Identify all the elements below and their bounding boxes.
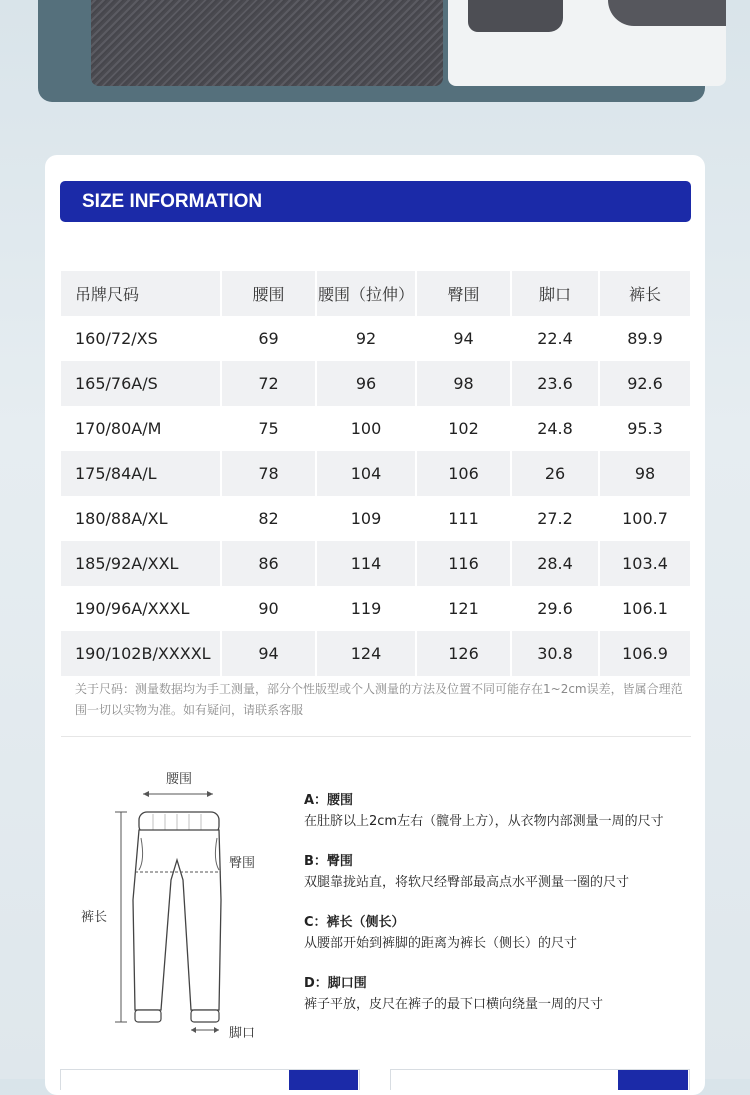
description-text: 双腿靠拢站直，将软尺经臀部最高点水平测量一圈的尺寸 <box>304 875 630 890</box>
cell-hip: 98 <box>416 361 511 406</box>
cell-length: 95.3 <box>599 406 691 451</box>
description-text: 在肚脐以上2cm左右（髋骨上方），从衣物内部测量一周的尺寸 <box>304 814 664 829</box>
cell-hem: 23.6 <box>511 361 599 406</box>
cell-hem: 28.4 <box>511 541 599 586</box>
pants-measurement-diagram <box>73 760 313 1045</box>
cell-waist-stretch: 92 <box>316 316 416 361</box>
cell-size: 170/80A/M <box>61 406 221 451</box>
bottom-blue-tab <box>618 1070 688 1090</box>
pants-outline-icon <box>73 760 313 1045</box>
cell-waist: 86 <box>221 541 316 586</box>
cell-hem: 29.6 <box>511 586 599 631</box>
cell-hip: 116 <box>416 541 511 586</box>
table-header-row <box>61 271 691 316</box>
table-row <box>61 451 691 496</box>
fabric-texture-image <box>91 0 443 86</box>
cell-waist-stretch: 124 <box>316 631 416 676</box>
section-banner <box>60 181 691 222</box>
cell-hem: 22.4 <box>511 316 599 361</box>
cell-hem: 24.8 <box>511 406 599 451</box>
description-heading: C：裤长（侧长） <box>304 915 405 930</box>
cell-hip: 102 <box>416 406 511 451</box>
header-waist-stretch: 腰围（拉伸） <box>316 271 416 316</box>
pant-cuff-shape <box>608 0 726 26</box>
cell-hip: 94 <box>416 316 511 361</box>
cell-length: 106.9 <box>599 631 691 676</box>
length-label: 裤长 <box>81 910 108 925</box>
table-row <box>61 541 691 586</box>
cell-size: 185/92A/XXL <box>61 541 221 586</box>
table-row <box>61 496 691 541</box>
cell-length: 89.9 <box>599 316 691 361</box>
header-hem: 脚口 <box>511 271 599 316</box>
header-hip: 臀围 <box>416 271 511 316</box>
cell-waist: 72 <box>221 361 316 406</box>
table-row <box>61 631 691 676</box>
cell-waist-stretch: 109 <box>316 496 416 541</box>
cell-length: 106.1 <box>599 586 691 631</box>
cell-length: 98 <box>599 451 691 496</box>
size-note: 关于尺码：测量数据均为手工测量，部分个性版型或个人测量的方法及位置不同可能存在1~2cm误差，皆属合理范围一切以实物为准。如有疑问，请联系客服 <box>75 682 683 717</box>
pant-cuff-image <box>448 0 726 86</box>
description-a <box>304 790 664 832</box>
cell-size: 165/76A/S <box>61 361 221 406</box>
divider <box>61 736 691 737</box>
bottom-blue-tab <box>289 1070 358 1090</box>
header-waist: 腰围 <box>221 271 316 316</box>
cell-length: 100.7 <box>599 496 691 541</box>
hem-label: 脚口 <box>229 1026 256 1041</box>
section-title: SIZE INFORMATION <box>82 191 263 212</box>
table-row <box>61 586 691 631</box>
cell-waist-stretch: 96 <box>316 361 416 406</box>
description-d <box>304 973 603 1015</box>
hip-label: 臀围 <box>229 856 256 871</box>
cell-waist: 69 <box>221 316 316 361</box>
table-row <box>61 361 691 406</box>
cell-size: 160/72/XS <box>61 316 221 361</box>
table-row <box>61 406 691 451</box>
cell-size: 175/84A/L <box>61 451 221 496</box>
table-row <box>61 316 691 361</box>
cell-waist: 75 <box>221 406 316 451</box>
cell-waist-stretch: 104 <box>316 451 416 496</box>
description-b <box>304 851 629 893</box>
cell-length: 103.4 <box>599 541 691 586</box>
size-table <box>61 271 692 676</box>
cell-hip: 126 <box>416 631 511 676</box>
cell-hem: 30.8 <box>511 631 599 676</box>
cell-waist: 94 <box>221 631 316 676</box>
cell-hip: 106 <box>416 451 511 496</box>
description-heading: A：腰围 <box>304 793 354 808</box>
top-photo-band <box>38 0 705 102</box>
cell-waist-stretch: 114 <box>316 541 416 586</box>
cell-size: 190/96A/XXXL <box>61 586 221 631</box>
cell-waist: 78 <box>221 451 316 496</box>
cell-hem: 26 <box>511 451 599 496</box>
cell-length: 92.6 <box>599 361 691 406</box>
size-info-card <box>45 155 705 1095</box>
cell-size: 180/88A/XL <box>61 496 221 541</box>
cell-waist-stretch: 119 <box>316 586 416 631</box>
cell-waist: 90 <box>221 586 316 631</box>
header-tag-size: 吊牌尺码 <box>61 271 221 316</box>
description-text: 从腰部开始到裤脚的距离为裤长（侧长）的尺寸 <box>304 936 578 951</box>
description-heading: D：脚口围 <box>304 976 367 991</box>
cell-hip: 111 <box>416 496 511 541</box>
cell-waist: 82 <box>221 496 316 541</box>
description-heading: B：臀围 <box>304 854 353 869</box>
cell-hem: 27.2 <box>511 496 599 541</box>
description-c <box>304 912 577 954</box>
pant-cuff-shape <box>468 0 563 32</box>
cell-size: 190/102B/XXXXL <box>61 631 221 676</box>
description-text: 裤子平放，皮尺在裤子的最下口横向绕量一周的尺寸 <box>304 997 604 1012</box>
header-length: 裤长 <box>599 271 691 316</box>
waist-label: 腰围 <box>166 772 193 787</box>
cell-waist-stretch: 100 <box>316 406 416 451</box>
cell-hip: 121 <box>416 586 511 631</box>
